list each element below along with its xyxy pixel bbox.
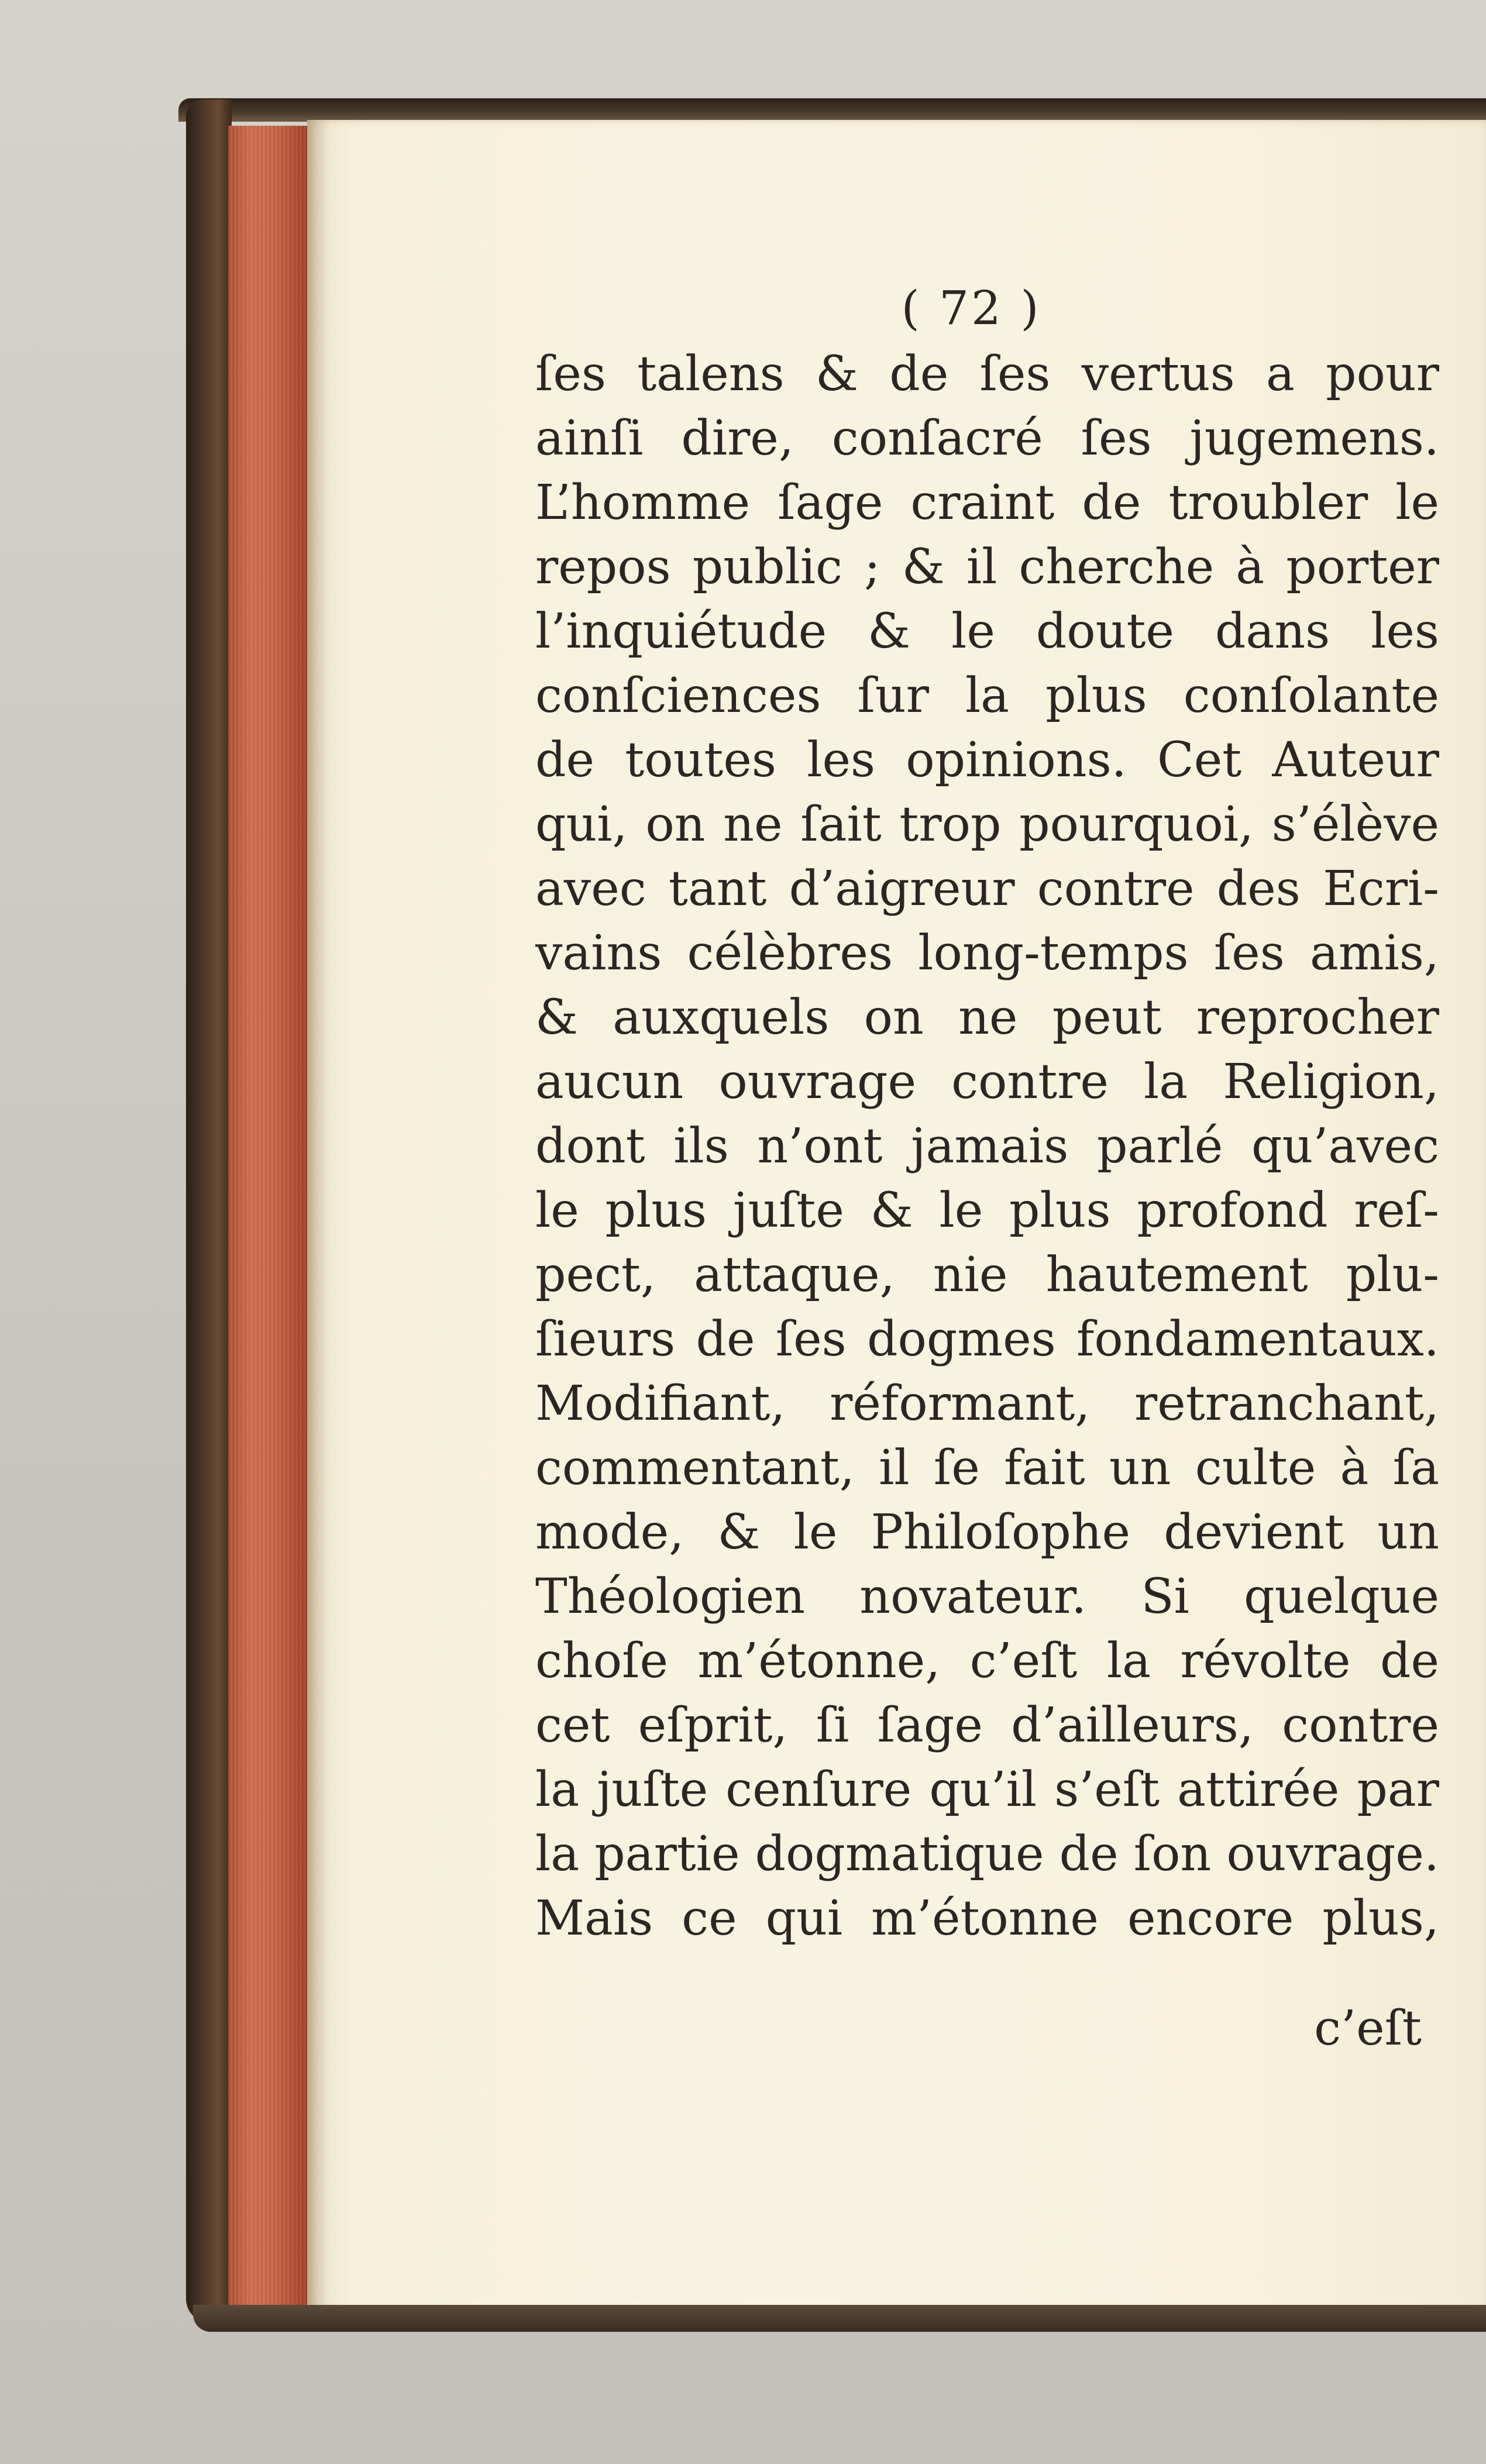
text-line: commentant, il ſe fait un culte à ſa — [535, 1440, 1439, 1496]
text-line: de toutes les opinions. Cet Auteur — [535, 732, 1439, 788]
text-line: ſes talens & de ſes vertus a pour — [535, 346, 1439, 402]
text-line: L’homme ſage craint de troubler le — [535, 475, 1439, 531]
page-number: ( 72 ) — [901, 281, 1041, 335]
book-cover-bottom — [193, 2305, 1486, 2332]
page-gutter-shadow — [307, 120, 331, 2328]
text-line: la juſte cenſure qu’il s’eſt attirée par — [535, 1762, 1439, 1818]
text-line: pect, attaque, nie hautement plu- — [535, 1247, 1439, 1303]
text-line: cet eſprit, ſi ſage d’ailleurs, contre — [535, 1698, 1439, 1753]
page-edges — [228, 126, 316, 2325]
text-line: Modifiant, réformant, retranchant, — [535, 1376, 1439, 1431]
text-line: avec tant d’aigreur contre des Ecri- — [535, 861, 1439, 917]
text-line: le plus juſte & le plus profond reſ- — [535, 1183, 1439, 1238]
text-line: vains célèbres long-temps ſes amis, — [535, 925, 1439, 981]
text-line: & auxquels on ne peut reprocher — [535, 990, 1439, 1045]
text-line: choſe m’étonne, c’eſt la révolte de — [535, 1633, 1439, 1689]
text-line: ſieurs de ſes dogmes fondamentaux. — [535, 1312, 1439, 1367]
catchword: c’eſt — [1314, 2001, 1422, 2056]
text-line: repos public ; & il cherche à porter — [535, 539, 1439, 595]
text-line: l’inquiétude & le doute dans les — [535, 604, 1439, 659]
text-line: mode, & le Philoſophe devient un — [535, 1505, 1439, 1560]
text-line: conſciences ſur la plus conſolante — [535, 668, 1439, 724]
text-line: ainſi dire, conſacré ſes jugemens. — [535, 411, 1439, 466]
body-text — [535, 342, 1439, 1951]
text-line: aucun ouvrage contre la Religion, — [535, 1054, 1439, 1110]
text-line: la partie dogmatique de ſon ouvrage. — [535, 1826, 1439, 1882]
book-spine-cover — [186, 99, 232, 2322]
text-line: qui, on ne ſait trop pourquoi, s’élève — [535, 797, 1439, 852]
text-line: Théologien novateur. Si quelque — [535, 1569, 1439, 1625]
text-line: dont ils n’ont jamais parlé qu’avec — [535, 1119, 1439, 1174]
book-cover-top — [178, 98, 1486, 122]
text-line: Mais ce qui m’étonne encore plus, — [535, 1891, 1439, 1946]
